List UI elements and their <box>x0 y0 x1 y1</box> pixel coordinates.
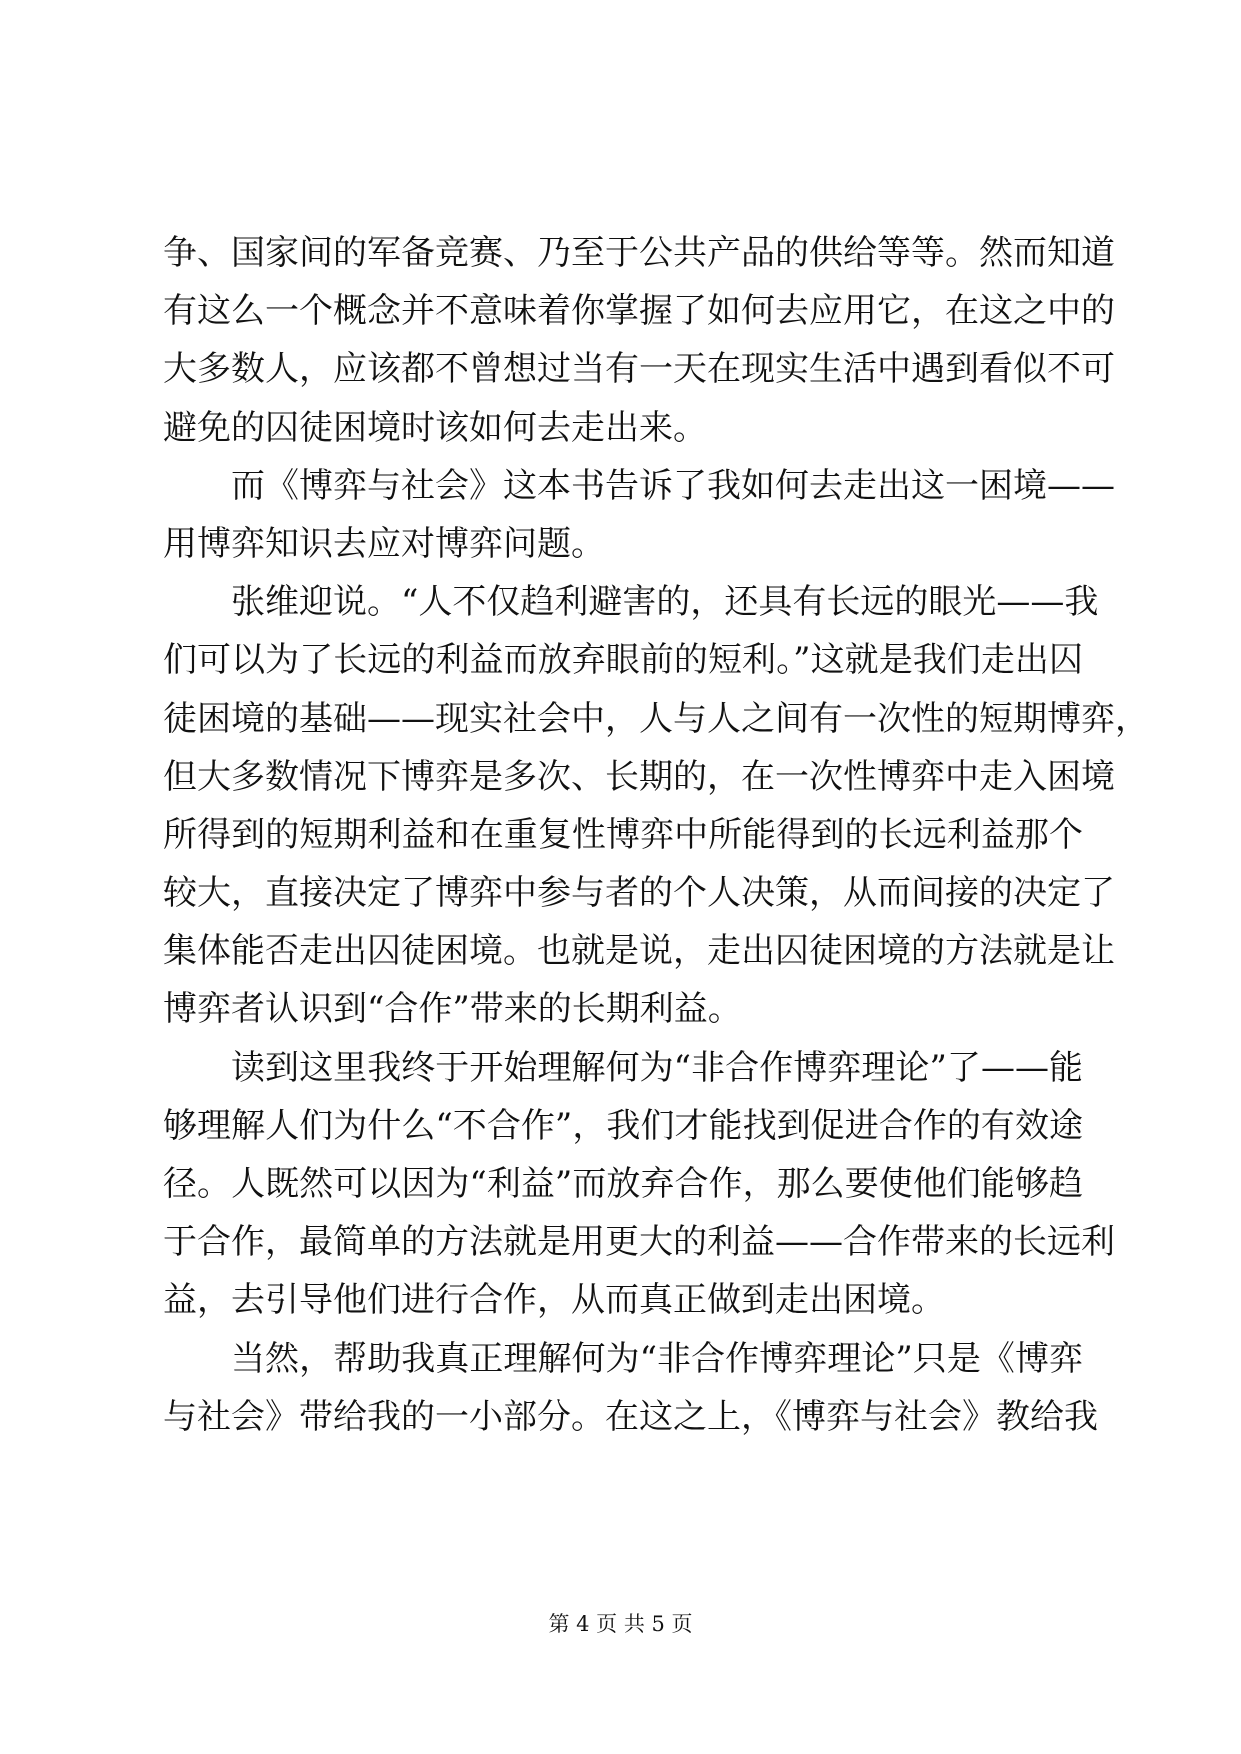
text-line: 张维迎说。“人不仅趋利避害的，还具有长远的眼光——我 <box>231 582 1099 623</box>
text-line: 益，去引导他们进行合作，从而真正做到走出困境。 <box>163 1280 945 1321</box>
text-line: 用博弈知识去应对博弈问题。 <box>163 523 605 564</box>
text-line: 们可以为了长远的利益而放弃眼前的短利。”这就是我们走出囚 <box>163 640 1083 681</box>
text-line: 所得到的短期利益和在重复性博弈中所能得到的长远利益那个 <box>163 814 1083 855</box>
text-line: 而《博弈与社会》这本书告诉了我如何去走出这一困境—— <box>231 465 1115 506</box>
text-line: 够理解人们为什么“不合作”，我们才能找到促进合作的有效途 <box>163 1105 1083 1146</box>
text-line: 集体能否走出囚徒困境。也就是说，走出囚徒困境的方法就是让 <box>163 931 1115 972</box>
text-line: 徒困境的基础——现实社会中，人与人之间有一次性的短期博弈， <box>163 698 1149 739</box>
text-line: 读到这里我终于开始理解何为“非合作博弈理论”了——能 <box>231 1047 1083 1088</box>
text-line: 但大多数情况下博弈是多次、长期的，在一次性博弈中走入困境 <box>163 756 1115 797</box>
body-text <box>163 224 1149 1446</box>
text-line: 有这么一个概念并不意味着你掌握了如何去应用它，在这之中的 <box>163 291 1115 332</box>
text-line: 博弈者认识到“合作”带来的长期利益。 <box>163 989 742 1030</box>
text-line: 与社会》带给我的一小部分。在这之上，《博弈与社会》教给我 <box>163 1396 1098 1437</box>
text-line: 于合作，最简单的方法就是用更大的利益——合作带来的长远利 <box>163 1222 1115 1263</box>
text-line: 径。人既然可以因为“利益”而放弃合作，那么要使他们能够趋 <box>163 1164 1083 1204</box>
page-footer: 第 4 页 共 5 页 <box>548 1612 693 1636</box>
text-line: 大多数人，应该都不曾想过当有一天在现实生活中遇到看似不可 <box>163 349 1115 390</box>
text-line: 较大，直接决定了博弈中参与者的个人决策，从而间接的决定了 <box>163 873 1115 914</box>
text-line: 当然，帮助我真正理解何为“非合作博弈理论”只是《博弈 <box>231 1338 1083 1379</box>
text-line: 争、国家间的军备竞赛、乃至于公共产品的供给等等。然而知道 <box>163 233 1115 273</box>
text-line: 避免的囚徒困境时该如何去走出来。 <box>163 407 707 448</box>
